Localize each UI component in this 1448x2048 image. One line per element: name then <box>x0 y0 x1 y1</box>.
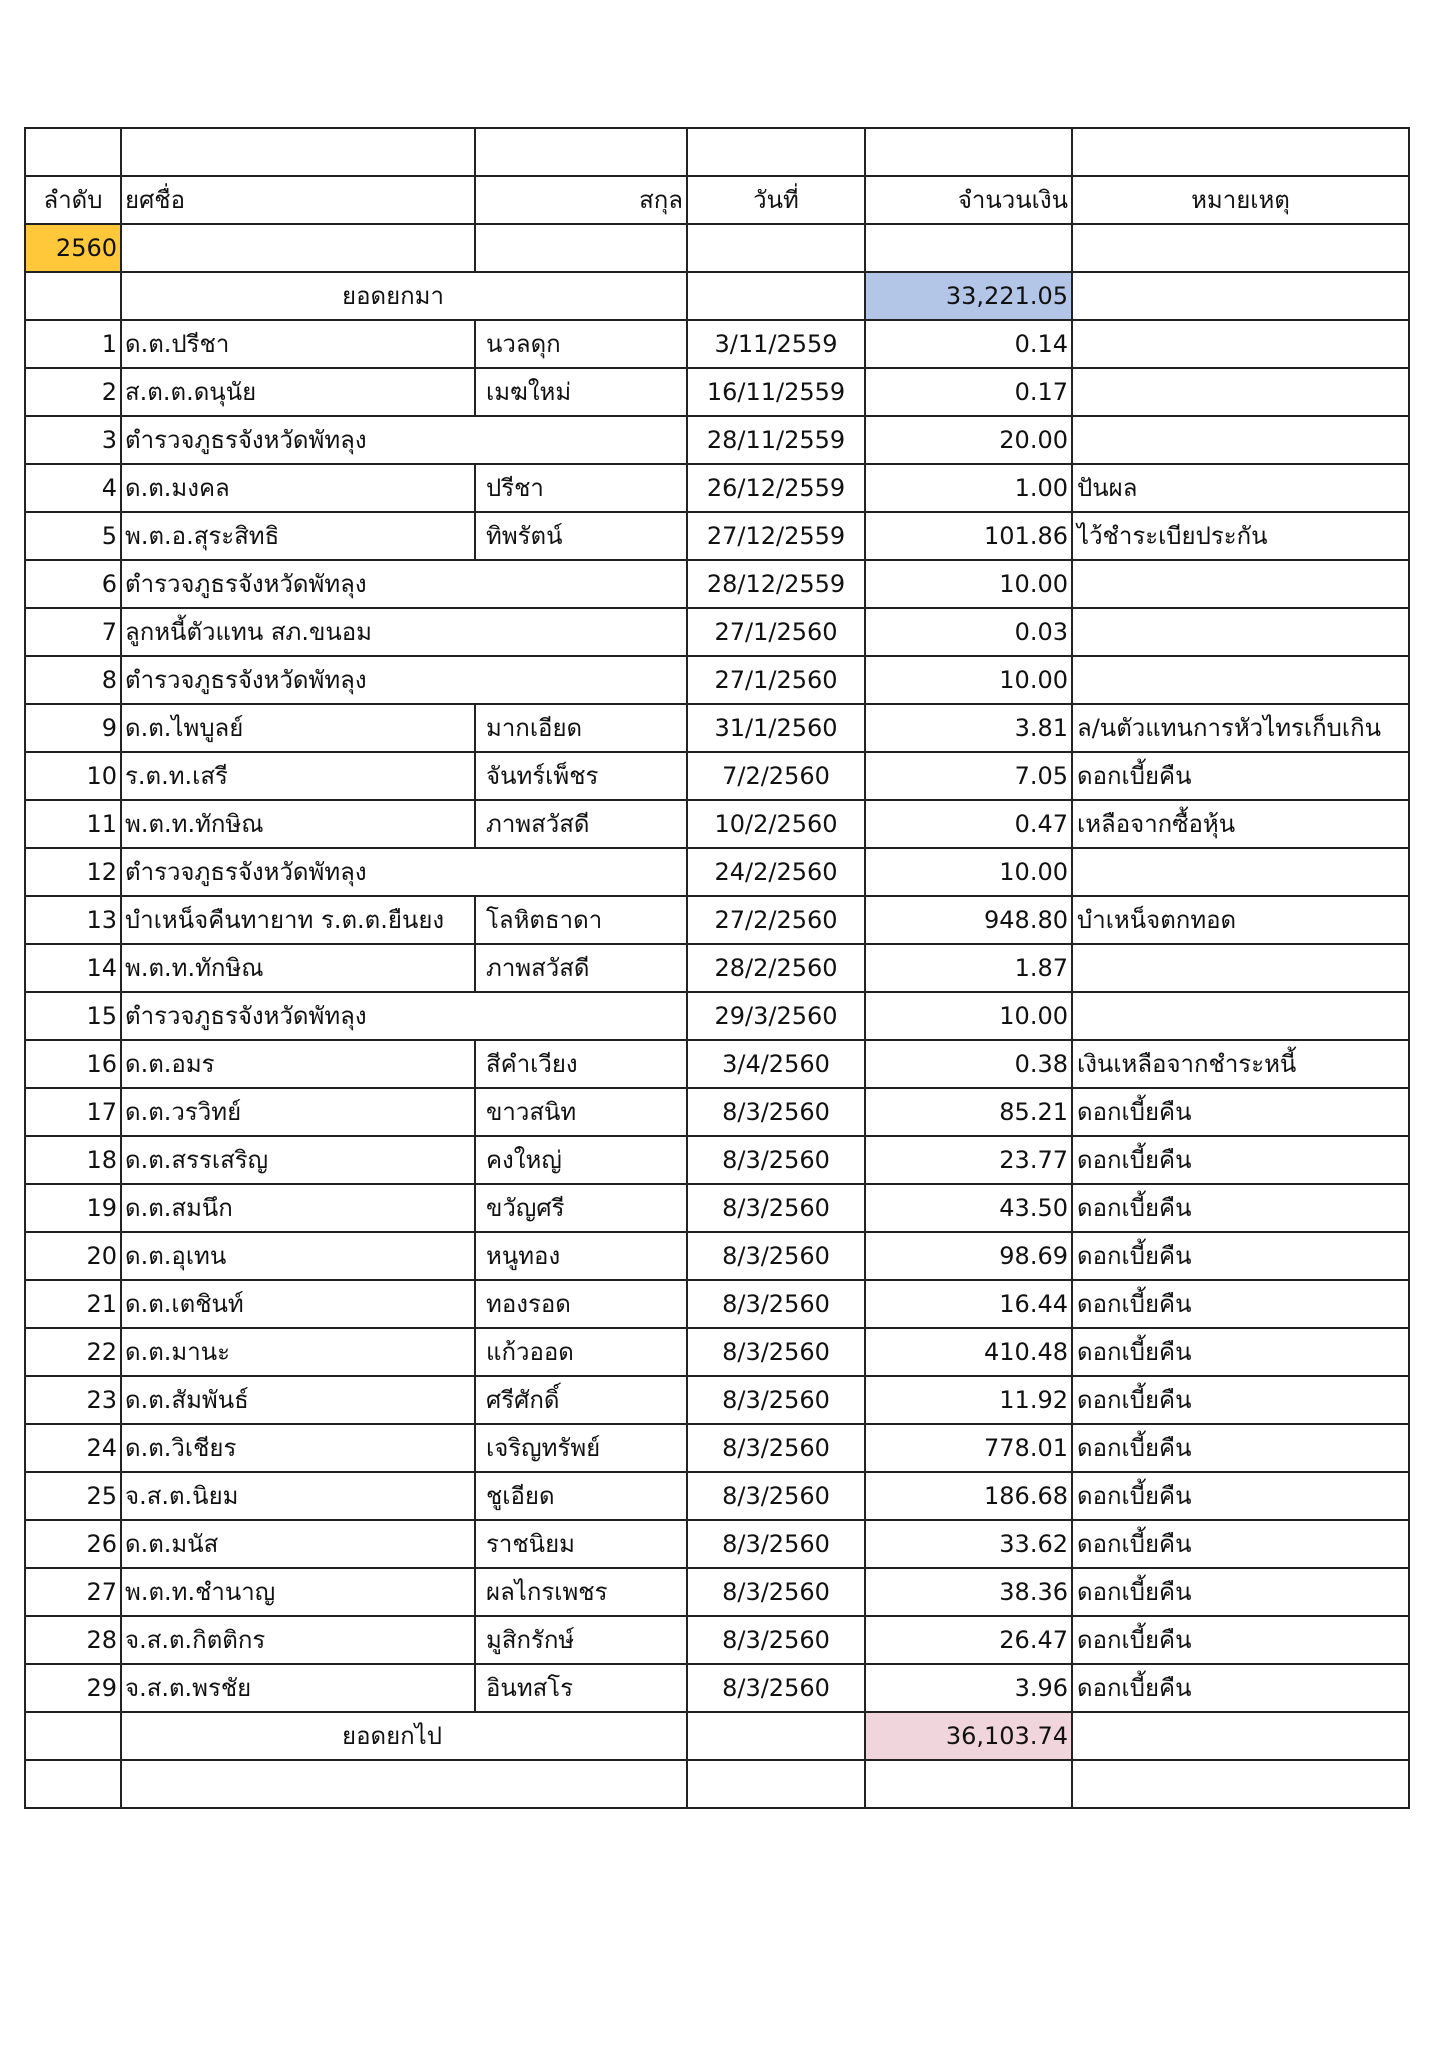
row-amount: 26.47 <box>865 1616 1072 1664</box>
row-date: 8/3/2560 <box>687 1280 865 1328</box>
table-row <box>25 1376 1409 1424</box>
carried-forward-row <box>25 1712 1409 1760</box>
row-number: 26 <box>25 1520 121 1568</box>
row-rank-name: ตำรวจภูธรจังหวัดพัทลุง <box>121 848 687 896</box>
blank-cell <box>1072 224 1409 272</box>
row-number: 28 <box>25 1616 121 1664</box>
table-row <box>25 1136 1409 1184</box>
row-number: 11 <box>25 800 121 848</box>
row-date: 31/1/2560 <box>687 704 865 752</box>
row-rank-name: ด.ต.มนัส <box>121 1520 475 1568</box>
brought-forward-label: ยอดยกมา <box>121 272 687 320</box>
row-surname: ภาพสวัสดี <box>475 800 687 848</box>
row-remark <box>1072 992 1409 1040</box>
row-remark <box>1072 416 1409 464</box>
row-date: 8/3/2560 <box>687 1472 865 1520</box>
row-remark <box>1072 608 1409 656</box>
row-date: 7/2/2560 <box>687 752 865 800</box>
row-number: 22 <box>25 1328 121 1376</box>
row-amount: 10.00 <box>865 656 1072 704</box>
row-date: 8/3/2560 <box>687 1328 865 1376</box>
table-row <box>25 560 1409 608</box>
row-amount: 11.92 <box>865 1376 1072 1424</box>
carried-forward-label: ยอดยกไป <box>121 1712 687 1760</box>
row-remark: ดอกเบี้ยคืน <box>1072 1664 1409 1712</box>
row-amount: 16.44 <box>865 1280 1072 1328</box>
row-amount: 778.01 <box>865 1424 1072 1472</box>
table-row <box>25 1328 1409 1376</box>
row-remark: ดอกเบี้ยคืน <box>1072 1328 1409 1376</box>
blank-cell <box>687 224 865 272</box>
row-surname: ภาพสวัสดี <box>475 944 687 992</box>
row-remark: ดอกเบี้ยคืน <box>1072 1088 1409 1136</box>
year-row <box>25 224 1409 272</box>
row-surname: ปรีชา <box>475 464 687 512</box>
blank-cell <box>687 272 865 320</box>
table-row <box>25 1232 1409 1280</box>
row-date: 3/4/2560 <box>687 1040 865 1088</box>
row-amount: 85.21 <box>865 1088 1072 1136</box>
row-number: 15 <box>25 992 121 1040</box>
row-surname: เมฆใหม่ <box>475 368 687 416</box>
row-number: 21 <box>25 1280 121 1328</box>
table-row <box>25 1424 1409 1472</box>
row-number: 16 <box>25 1040 121 1088</box>
blank-cell <box>25 1760 121 1808</box>
header-surname: สกุล <box>475 176 687 224</box>
row-rank-name: ด.ต.มานะ <box>121 1328 475 1376</box>
row-surname: สีคำเวียง <box>475 1040 687 1088</box>
row-amount: 7.05 <box>865 752 1072 800</box>
blank-cell <box>25 128 121 176</box>
row-surname: แก้วออด <box>475 1328 687 1376</box>
row-surname: ทองรอด <box>475 1280 687 1328</box>
row-date: 8/3/2560 <box>687 1376 865 1424</box>
row-remark <box>1072 944 1409 992</box>
row-rank-name: ด.ต.มงคล <box>121 464 475 512</box>
row-surname: คงใหญ่ <box>475 1136 687 1184</box>
row-rank-name: จ.ส.ต.นิยม <box>121 1472 475 1520</box>
row-remark: ดอกเบี้ยคืน <box>1072 1232 1409 1280</box>
row-number: 18 <box>25 1136 121 1184</box>
table-row <box>25 1664 1409 1712</box>
row-remark: ไว้ชำระเบียประกัน <box>1072 512 1409 560</box>
row-rank-name: จ.ส.ต.พรชัย <box>121 1664 475 1712</box>
row-amount: 3.81 <box>865 704 1072 752</box>
row-remark: ดอกเบี้ยคืน <box>1072 1424 1409 1472</box>
row-number: 12 <box>25 848 121 896</box>
row-date: 8/3/2560 <box>687 1136 865 1184</box>
table-row <box>25 1088 1409 1136</box>
row-surname: อินทสโร <box>475 1664 687 1712</box>
row-surname: โลหิตธาดา <box>475 896 687 944</box>
row-amount: 43.50 <box>865 1184 1072 1232</box>
row-amount: 0.38 <box>865 1040 1072 1088</box>
row-date: 10/2/2560 <box>687 800 865 848</box>
row-date: 8/3/2560 <box>687 1568 865 1616</box>
table-row <box>25 1568 1409 1616</box>
table-row <box>25 464 1409 512</box>
table-row <box>25 320 1409 368</box>
row-date: 3/11/2559 <box>687 320 865 368</box>
row-amount: 0.17 <box>865 368 1072 416</box>
row-date: 8/3/2560 <box>687 1088 865 1136</box>
row-remark <box>1072 560 1409 608</box>
row-rank-name: ด.ต.สมนึก <box>121 1184 475 1232</box>
table-row <box>25 752 1409 800</box>
row-remark <box>1072 368 1409 416</box>
table-row <box>25 1472 1409 1520</box>
header-remark: หมายเหตุ <box>1072 176 1409 224</box>
row-amount: 186.68 <box>865 1472 1072 1520</box>
blank-bottom-row <box>25 1760 1409 1808</box>
row-rank-name: ลูกหนี้ตัวแทน สภ.ขนอม <box>121 608 687 656</box>
row-amount: 20.00 <box>865 416 1072 464</box>
row-amount: 10.00 <box>865 992 1072 1040</box>
row-number: 6 <box>25 560 121 608</box>
row-date: 27/2/2560 <box>687 896 865 944</box>
table-row <box>25 416 1409 464</box>
blank-cell <box>475 224 687 272</box>
row-number: 4 <box>25 464 121 512</box>
row-rank-name: ตำรวจภูธรจังหวัดพัทลุง <box>121 992 687 1040</box>
row-amount: 10.00 <box>865 560 1072 608</box>
row-remark: ดอกเบี้ยคืน <box>1072 1568 1409 1616</box>
row-amount: 1.00 <box>865 464 1072 512</box>
blank-cell <box>687 128 865 176</box>
blank-top-row <box>25 128 1409 176</box>
row-number: 25 <box>25 1472 121 1520</box>
header-amount: จำนวนเงิน <box>865 176 1072 224</box>
row-number: 1 <box>25 320 121 368</box>
table-row <box>25 512 1409 560</box>
ledger-table <box>24 127 1410 1809</box>
row-rank-name: ด.ต.ไพบูลย์ <box>121 704 475 752</box>
row-remark: ดอกเบี้ยคืน <box>1072 1184 1409 1232</box>
row-number: 24 <box>25 1424 121 1472</box>
row-remark <box>1072 848 1409 896</box>
row-date: 8/3/2560 <box>687 1616 865 1664</box>
table-row <box>25 1184 1409 1232</box>
row-number: 8 <box>25 656 121 704</box>
row-number: 3 <box>25 416 121 464</box>
row-rank-name: จ.ส.ต.กิตติกร <box>121 1616 475 1664</box>
row-number: 9 <box>25 704 121 752</box>
row-date: 8/3/2560 <box>687 1184 865 1232</box>
blank-cell <box>865 128 1072 176</box>
row-number: 20 <box>25 1232 121 1280</box>
row-surname: ราชนิยม <box>475 1520 687 1568</box>
blank-cell <box>687 1712 865 1760</box>
blank-cell <box>865 1760 1072 1808</box>
blank-cell <box>121 1760 687 1808</box>
row-rank-name: ด.ต.วิเชียร <box>121 1424 475 1472</box>
blank-cell <box>121 224 475 272</box>
row-date: 8/3/2560 <box>687 1520 865 1568</box>
row-rank-name: ตำรวจภูธรจังหวัดพัทลุง <box>121 560 687 608</box>
row-number: 17 <box>25 1088 121 1136</box>
row-number: 10 <box>25 752 121 800</box>
row-surname: มูสิกรักษ์ <box>475 1616 687 1664</box>
row-surname: เจริญทรัพย์ <box>475 1424 687 1472</box>
row-date: 28/11/2559 <box>687 416 865 464</box>
row-date: 8/3/2560 <box>687 1232 865 1280</box>
row-amount: 410.48 <box>865 1328 1072 1376</box>
row-surname: ทิพรัตน์ <box>475 512 687 560</box>
row-surname: นวลดุก <box>475 320 687 368</box>
row-amount: 1.87 <box>865 944 1072 992</box>
row-number: 19 <box>25 1184 121 1232</box>
row-number: 29 <box>25 1664 121 1712</box>
table-row <box>25 608 1409 656</box>
row-date: 16/11/2559 <box>687 368 865 416</box>
table-row <box>25 896 1409 944</box>
brought-forward-row <box>25 272 1409 320</box>
row-number: 13 <box>25 896 121 944</box>
row-date: 26/12/2559 <box>687 464 865 512</box>
row-number: 7 <box>25 608 121 656</box>
row-date: 29/3/2560 <box>687 992 865 1040</box>
year-cell: 2560 <box>25 224 121 272</box>
row-date: 27/1/2560 <box>687 608 865 656</box>
row-rank-name: ด.ต.เตชินท์ <box>121 1280 475 1328</box>
row-surname: จันทร์เพ็ชร <box>475 752 687 800</box>
row-remark: เงินเหลือจากชำระหนี้ <box>1072 1040 1409 1088</box>
row-remark: ล/นตัวแทนการหัวไทรเก็บเกิน <box>1072 704 1409 752</box>
row-rank-name: ด.ต.ปรีชา <box>121 320 475 368</box>
blank-cell <box>25 272 121 320</box>
header-row <box>25 176 1409 224</box>
table-row <box>25 704 1409 752</box>
row-surname: ศรีศักดิ์ <box>475 1376 687 1424</box>
row-number: 5 <box>25 512 121 560</box>
row-rank-name: พ.ต.อ.สุระสิทธิ <box>121 512 475 560</box>
header-order: ลำดับ <box>25 176 121 224</box>
row-rank-name: บำเหน็จคืนทายาท ร.ต.ต.ยืนยง <box>121 896 475 944</box>
row-number: 14 <box>25 944 121 992</box>
brought-forward-amount: 33,221.05 <box>865 272 1072 320</box>
table-row <box>25 848 1409 896</box>
row-rank-name: ร.ต.ท.เสรี <box>121 752 475 800</box>
row-rank-name: ส.ต.ต.ดนุนัย <box>121 368 475 416</box>
row-rank-name: ด.ต.อุเทน <box>121 1232 475 1280</box>
blank-cell <box>865 224 1072 272</box>
row-number: 2 <box>25 368 121 416</box>
row-remark: ดอกเบี้ยคืน <box>1072 1520 1409 1568</box>
row-remark: บำเหน็จตกทอด <box>1072 896 1409 944</box>
row-date: 8/3/2560 <box>687 1424 865 1472</box>
table-row <box>25 1520 1409 1568</box>
blank-cell <box>121 128 475 176</box>
blank-cell <box>1072 1760 1409 1808</box>
row-surname: ชูเอียด <box>475 1472 687 1520</box>
blank-cell <box>1072 272 1409 320</box>
row-surname: หนูทอง <box>475 1232 687 1280</box>
row-rank-name: ด.ต.สรรเสริญ <box>121 1136 475 1184</box>
row-remark: ดอกเบี้ยคืน <box>1072 1280 1409 1328</box>
row-amount: 3.96 <box>865 1664 1072 1712</box>
row-rank-name: ตำรวจภูธรจังหวัดพัทลุง <box>121 656 687 704</box>
row-date: 27/1/2560 <box>687 656 865 704</box>
row-amount: 101.86 <box>865 512 1072 560</box>
row-remark: ดอกเบี้ยคืน <box>1072 1136 1409 1184</box>
row-amount: 23.77 <box>865 1136 1072 1184</box>
row-surname: ขาวสนิท <box>475 1088 687 1136</box>
row-amount: 0.03 <box>865 608 1072 656</box>
row-rank-name: ด.ต.วรวิทย์ <box>121 1088 475 1136</box>
table-row <box>25 944 1409 992</box>
row-surname: ขวัญศรี <box>475 1184 687 1232</box>
row-rank-name: พ.ต.ท.ทักษิณ <box>121 944 475 992</box>
row-amount: 33.62 <box>865 1520 1072 1568</box>
row-rank-name: พ.ต.ท.ทักษิณ <box>121 800 475 848</box>
header-date: วันที่ <box>687 176 865 224</box>
table-row <box>25 992 1409 1040</box>
row-remark: ดอกเบี้ยคืน <box>1072 752 1409 800</box>
row-remark <box>1072 656 1409 704</box>
row-date: 28/12/2559 <box>687 560 865 608</box>
table-row <box>25 1280 1409 1328</box>
table-row <box>25 800 1409 848</box>
row-number: 23 <box>25 1376 121 1424</box>
row-rank-name: พ.ต.ท.ชำนาญ <box>121 1568 475 1616</box>
row-amount: 10.00 <box>865 848 1072 896</box>
row-amount: 38.36 <box>865 1568 1072 1616</box>
table-row <box>25 1616 1409 1664</box>
row-remark: ดอกเบี้ยคืน <box>1072 1472 1409 1520</box>
row-date: 8/3/2560 <box>687 1664 865 1712</box>
row-remark <box>1072 320 1409 368</box>
ledger-body <box>25 128 1409 1808</box>
row-date: 28/2/2560 <box>687 944 865 992</box>
row-amount: 0.47 <box>865 800 1072 848</box>
blank-cell <box>1072 1712 1409 1760</box>
row-remark: ปันผล <box>1072 464 1409 512</box>
blank-cell <box>475 128 687 176</box>
row-remark: ดอกเบี้ยคืน <box>1072 1376 1409 1424</box>
blank-cell <box>1072 128 1409 176</box>
carried-forward-amount: 36,103.74 <box>865 1712 1072 1760</box>
table-row <box>25 656 1409 704</box>
row-surname: ผลไกรเพชร <box>475 1568 687 1616</box>
row-remark: ดอกเบี้ยคืน <box>1072 1616 1409 1664</box>
blank-cell <box>25 1712 121 1760</box>
row-number: 27 <box>25 1568 121 1616</box>
row-rank-name: ด.ต.อมร <box>121 1040 475 1088</box>
row-rank-name: ตำรวจภูธรจังหวัดพัทลุง <box>121 416 687 464</box>
table-row <box>25 1040 1409 1088</box>
blank-cell <box>687 1760 865 1808</box>
row-surname: มากเอียด <box>475 704 687 752</box>
row-amount: 948.80 <box>865 896 1072 944</box>
row-date: 24/2/2560 <box>687 848 865 896</box>
row-amount: 0.14 <box>865 320 1072 368</box>
header-rank-name: ยศชื่อ <box>121 176 475 224</box>
row-date: 27/12/2559 <box>687 512 865 560</box>
table-row <box>25 368 1409 416</box>
row-rank-name: ด.ต.สัมพันธ์ <box>121 1376 475 1424</box>
row-remark: เหลือจากซื้อหุ้น <box>1072 800 1409 848</box>
row-amount: 98.69 <box>865 1232 1072 1280</box>
